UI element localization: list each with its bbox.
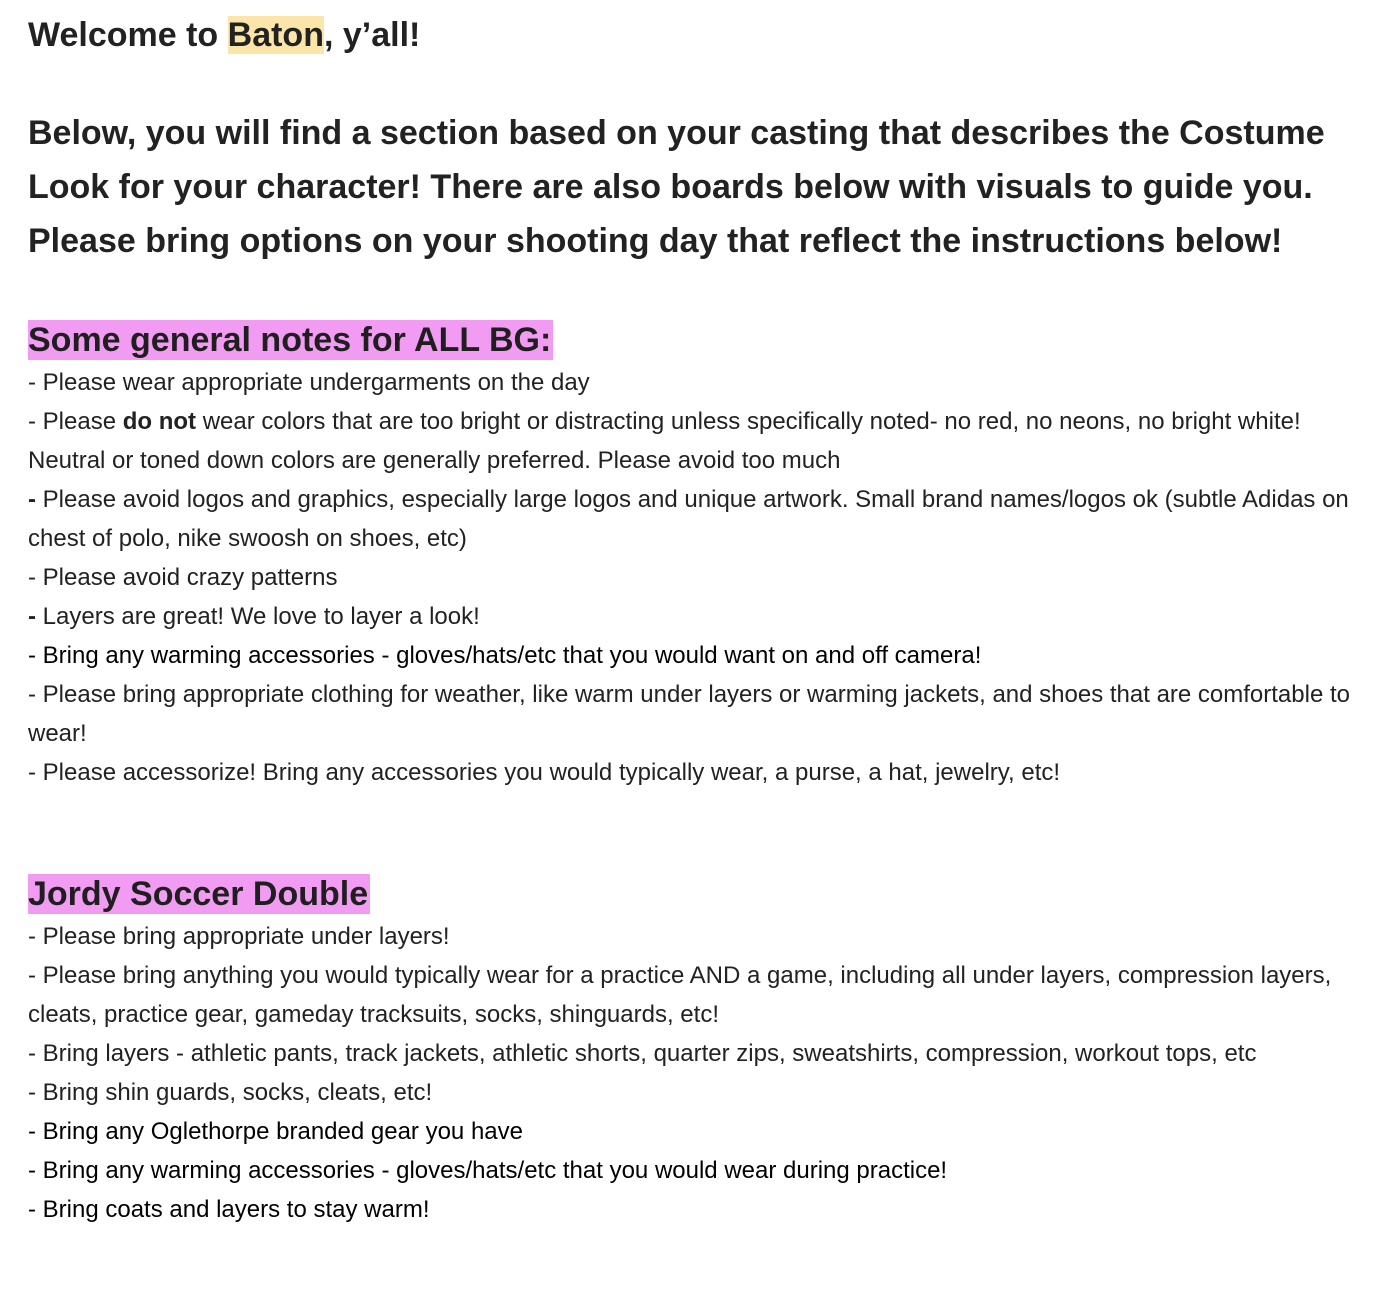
welcome-heading [28,10,1368,60]
jordy-soccer-double-heading: Jordy Soccer Double [28,875,369,913]
general-note-item: - Please wear appropriate undergarments on the day [28,369,590,396]
general-notes-list [28,363,1368,792]
jordy-note-item: - Please bring anything you would typically wear for a practice AND a game, including all under layers, compression layers, cleats, practice gear, gameday tracksuits, socks, shinguards, etc! [28,962,1332,1028]
general-note-item [28,597,1368,636]
note-bold-text: do not [122,408,197,435]
note-text: Please avoid logos and graphics, especially large logos and unique artwork. Small brand names/logos ok (subtle Adidas on chest of polo, nike swoosh on shoes, etc) [28,486,1349,552]
jordy-note-item: - Please bring appropriate under layers! [28,923,450,950]
general-note-item: - Please avoid crazy patterns [28,564,338,591]
jordy-note-item: - Bring any warming accessories - gloves/hats/etc that you would wear during practice! [28,1157,948,1184]
jordy-soccer-double-section [28,874,1368,1229]
general-note-item [28,480,1368,558]
note-dash: - [28,486,36,513]
note-dash: - [28,603,36,630]
general-note-item: - Bring any warming accessories - gloves/hats/etc that you would want on and off camera! [28,642,982,669]
welcome-suffix: , y’all! [323,16,421,54]
jordy-notes-list [28,917,1368,1229]
note-text: wear colors that are too bright or distracting unless specifically noted- no red, no neons, no bright white! Neutral or toned down colors are generally preferred. Please avoid too much [28,408,1301,474]
note-text: Layers are great! We love to layer a look! [36,603,480,630]
jordy-note-item: - Bring layers - athletic pants, track jackets, athletic shorts, quarter zips, sweatshirts, compression, workout tops, etc [28,1040,1257,1067]
jordy-note-item: - Bring any Oglethorpe branded gear you have [28,1118,523,1145]
intro-paragraph: Below, you will find a section based on your casting that describes the Costume Look for your character! There are also boards below with visuals to guide you. Please bring options on your shooting day that reflect the instructions below! [28,114,1325,260]
jordy-note-item: - Bring shin guards, socks, cleats, etc! [28,1079,433,1106]
general-notes-section [28,320,1368,792]
general-note-item [28,402,1368,480]
general-note-item: - Please bring appropriate clothing for weather, like warm under layers or warming jackets, and shoes that are comfortable to wear! [28,681,1350,747]
note-text: - Please [28,408,123,435]
jordy-note-item: - Bring coats and layers to stay warm! [28,1196,430,1223]
welcome-prefix: Welcome to [28,16,228,54]
baton-highlight: Baton [227,16,324,54]
general-notes-heading: Some general notes for ALL BG: [28,321,552,359]
general-note-item: - Please accessorize! Bring any accessories you would typically wear, a purse, a hat, jewelry, etc! [28,759,1061,786]
